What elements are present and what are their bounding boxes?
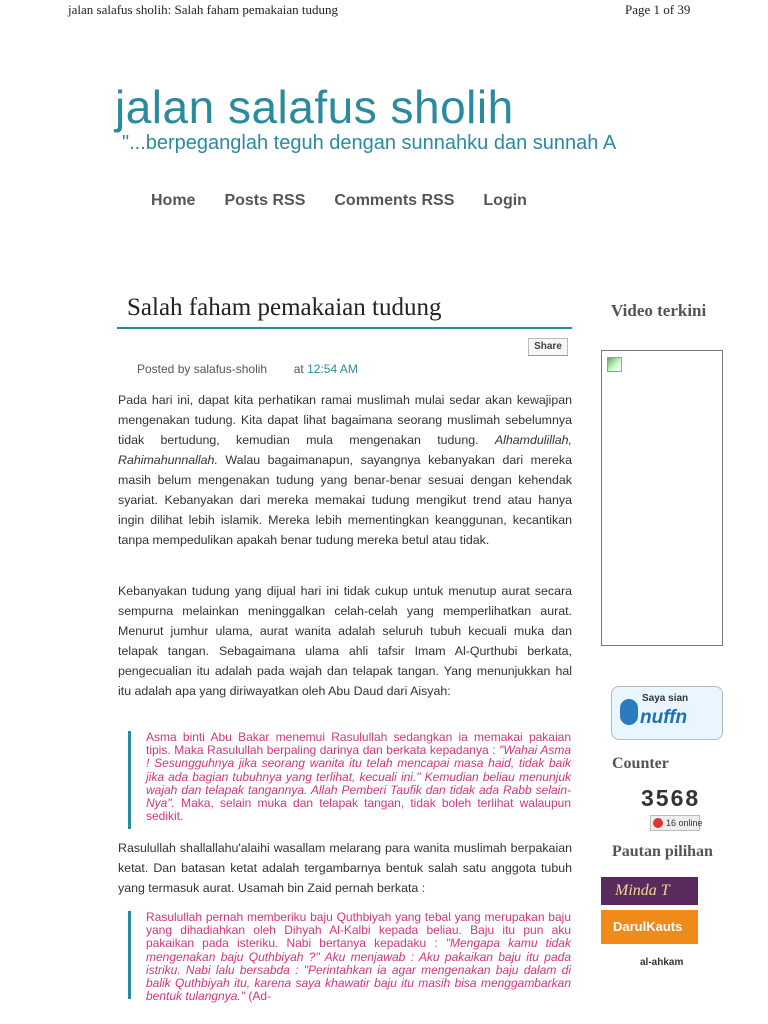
nav-login[interactable]: Login bbox=[483, 192, 527, 209]
share-button[interactable]: Share bbox=[528, 338, 568, 356]
nuffnang-badge[interactable]: Saya sian nuffn bbox=[611, 686, 723, 740]
clipped-heading bbox=[128, 352, 418, 358]
posted-by-label: Posted by salafus-sholih bbox=[137, 362, 268, 376]
nav-home[interactable]: Home bbox=[151, 192, 196, 209]
video-embed[interactable] bbox=[601, 350, 723, 646]
broken-image-icon bbox=[607, 357, 622, 372]
paragraph-3: Rasulullah shallallahu'alaihi wasallam melarang para wanita muslimah berpakaian ketat. Dan batasan ketat adalah tergambarnya bentuk salah satu anggota tubuh yang termasuk aurat. Usamah bin Zaid pernah berkata : bbox=[118, 841, 572, 895]
visitor-counter: 3568 bbox=[641, 785, 701, 811]
post-time-link[interactable]: 12:54 AM bbox=[307, 362, 358, 376]
online-users-badge[interactable]: 16 online bbox=[650, 815, 700, 831]
nuffnang-logo-icon bbox=[620, 699, 638, 725]
document-title: jalan salafus sholih: Salah faham pemakaian tudung bbox=[68, 2, 339, 17]
title-divider bbox=[117, 327, 572, 329]
blockquote-1: Asma binti Abu Bakar menemui Rasulullah sedangkan ia memakai pakaian tipis. Maka Rasulullah berpaling darinya dan berkata kepadanya : "Wahai Asma ! Sesungguhnya jika seorang wanita itu telah mencapai masa haid, tidak baik jika ada bagian tubuhnya yang terlihat, kecuali ini." Kemudian beliau menunjuk wajah dan telapak tangannya. Allah Pemberi Taufik dan tidak ada Rabb selain-Nya". Maka, selain muka dan telapak tangan, tidak boleh terlihat walaupun sedikit. bbox=[128, 731, 571, 829]
at-label: at bbox=[293, 362, 304, 376]
paragraph-1: Pada hari ini, dapat kita perhatikan ramai muslimah mulai sedar akan kewajipan mengenakan tudung. Kita dapat lihat bagaimana seorang muslimah sebelumnya tidak bertudung, kemudian mula mengenakan tudung. Alhamdulillah, Rahimahunnallah. Walau bagaimanapun, sayangnya kebanyakan dari mereka masih belum mengenakan tudung yang benar-benar sesuai dengan kehendak syariat. Kebanyakan dari mereka memakai tudung mengikut trend atau hanya ingin dilihat lebih islamik. Mereka lebih mementingkan keanggunan, kecantikan tanpa mempedulikan apakah benar tudung mereka betul atau tidak. bbox=[118, 393, 572, 547]
sidebar-video-heading: Video terkini bbox=[611, 301, 707, 320]
page-number: Page 1 of 39 bbox=[625, 2, 691, 17]
paragraph-2: Kebanyakan tudung yang dijual hari ini tidak cukup untuk menutup aurat secara sempurna melainkan meninggalkan celah-celah yang memperlihatkan aurat. Menurut jumhur ulama, aurat wanita adalah seluruh tubuh kecuali muka dan telapak tangan. Sebagaimana ulama ahli tafsir Imam Al-Qurthubi berkata, pengecualian itu adalah pada wajah dan telapak tangan. Yang menunjukkan hal itu adalah apa yang diriwayatkan oleh Abu Daud dari Aisyah: bbox=[118, 584, 572, 698]
sidebar-links-heading: Pautan pilihan bbox=[612, 843, 713, 860]
nav-comments-rss[interactable]: Comments RSS bbox=[334, 192, 455, 209]
blockquote-2: Rasulullah pernah memberiku baju Quthbiyah yang tebal yang merupakan baju yang dihadiahkan oleh Dihyah Al-Kalbi kepada beliau. Baju itu pun aku pakaikan pada isteriku. Nabi bertanya kepadaku : "Mengapa kamu tidak mengenakan baju Quthbiyah ?" Aku menjawab : Aku pakaikan baju itu pada istriku. Nabi lalu bersabda : "Perintahkan ia agar mengenakan baju dalam di balik Quthbiyah itu, karena saya khawatir baju itu masih bisa menggambarkan bentuk tulangnya." (Ad- bbox=[128, 911, 571, 999]
post-meta bbox=[137, 362, 358, 376]
online-dot-icon bbox=[653, 818, 663, 828]
share-divider bbox=[528, 355, 568, 356]
blog-tagline: "...berpeganglah teguh dengan sunnahku dan sunnah A bbox=[122, 132, 617, 154]
top-nav bbox=[151, 192, 527, 210]
link-banner-al-ahkam[interactable]: al-ahkam bbox=[640, 957, 684, 968]
blog-title[interactable]: jalan salafus sholih bbox=[115, 81, 514, 133]
link-banner-minda[interactable]: Minda T bbox=[601, 877, 698, 905]
nav-posts-rss[interactable]: Posts RSS bbox=[224, 192, 306, 209]
link-banner-darulkautsar[interactable]: DarulKauts bbox=[601, 910, 698, 944]
sidebar-counter-heading: Counter bbox=[612, 755, 669, 772]
post-title[interactable]: Salah faham pemakaian tudung bbox=[127, 294, 442, 321]
